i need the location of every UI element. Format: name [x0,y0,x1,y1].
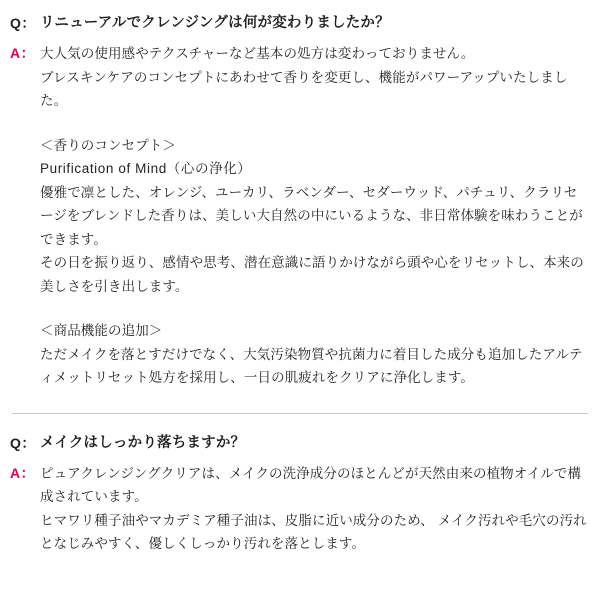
answer-paragraph: ただメイクを落とすだけでなく、大気汚染物質や抗菌力に着目した成分も追加したアルティメットリセット処方を採用し、一日の肌疲れをクリアに浄化します。 [40,346,583,385]
answer-row-1 [10,42,590,390]
answer-paragraph: ヒマワリ種子油やマカデミア種子油は、皮脂に近い成分のため、 メイク汚れや毛穴の汚れとなじみやすく、優しくしっかり汚れを落とします。 [40,512,587,551]
answer-heading-function: ＜商品機能の追加＞ [40,323,163,338]
question-row-1 [10,12,590,34]
section-divider [12,413,588,414]
answer-marker-2: A： [10,464,36,481]
answer-paragraph: その日を振り返り、感情や思考、潜在意識に語りかけながら頭や心をリセットし、本来の美しさを引き出します。 [40,255,584,294]
qa-block-1 [10,12,590,390]
answer-paragraph: ピュアクレンジングクリアは、メイクの洗浄成分のほとんどが天然由来の植物オイルで構成されています。 [40,465,582,504]
answer-paragraph: Purification of Mind（心の浄化） [40,161,252,176]
question-marker-1: Q： [10,15,36,31]
answer-body-2 [40,462,590,556]
qa-block-2 [10,432,590,556]
answer-paragraph: ブレスキンケアのコンセプトにあわせて香りを変更し、機能がパワーアップいたしました。 [40,69,568,108]
answer-heading-fragrance: ＜香りのコンセプト＞ [40,137,176,153]
answer-row-2 [10,462,590,556]
answer-marker-1: A： [10,45,36,61]
answer-paragraph: 大人気の使用感やテクスチャーなど基本の処方は変わっておりません。 [40,46,475,61]
answer-body-1 [40,42,590,390]
question-row-2 [10,432,590,454]
question-marker-2: Q： [10,434,36,451]
answer-paragraph: 優雅で凛とした、オレンジ、ユーカリ、ラベンダー、セダーウッド、パチュリ、クラリセージをブレンドした香りは、美しい大自然の中にいるような、非日常体験を味わうことができます。 [40,184,583,247]
question-text-1: リニューアルでクレンジングは何が変わりましたか？ [40,15,390,31]
question-text-2: メイクはしっかり落ちますか？ [40,434,246,451]
